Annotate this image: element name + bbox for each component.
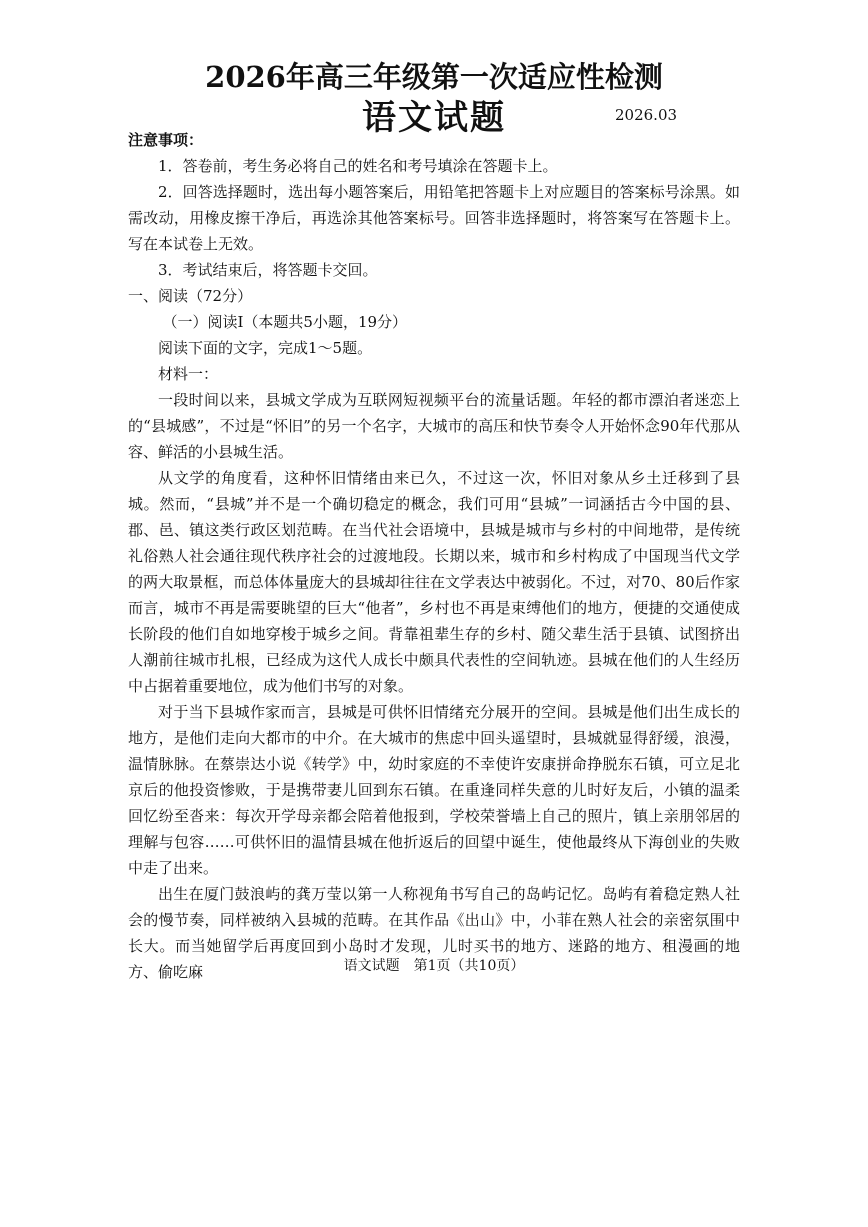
- notice-item-1: 1．答卷前，考生务必将自己的姓名和考号填涂在答题卡上。: [158, 157, 558, 175]
- exam-title: 2026年高三年级第一次适应性检测: [205, 60, 663, 94]
- subject-title: 语文试题: [362, 98, 506, 138]
- page-footer: 语文试题 第1页（共10页）: [343, 958, 525, 974]
- section-subheading: （一）阅读Ⅰ（本题共5小题，19分）: [162, 313, 408, 331]
- notice-item-3: 3．考试结束后，将答题卡交回。: [158, 261, 378, 279]
- passage-paragraph-3: 对于当下县城作家而言，县城是可供怀旧情绪充分展开的空间。县城是他们出生成长的地方，是他们走向大都市的中介。在大城市的焦虑中回头遥望时，县城就显得舒缓，浪漫，温情脉脉。在蔡崇达小说《转学》中，幼时家庭的不幸使许安康拼命挣脱东石镇，可立足北京后的他投资惨败，于是携带妻儿回到东石镇。在重逢同样失意的儿时好友后，小镇的温柔回忆纷至沓来：每次开学母亲都会陪着他报到，学校荣誉墙上自己的照片，镇上亲朋邻居的理解与包容……可供怀旧的温情县城在他折返后的回望中诞生，使他最终从下海创业的失败中走了出来。: [128, 703, 740, 877]
- passage-paragraph-1: 一段时间以来，县城文学成为互联网短视频平台的流量话题。年轻的都市漂泊者迷恋上的“县城感”，不过是“怀旧”的另一个名字，大城市的高压和快节奏令人开始怀念90年代那从容、鲜活的小县城生活。: [128, 391, 740, 461]
- passage-paragraph-2: 从文学的角度看，这种怀旧情绪由来已久，不过这一次，怀旧对象从乡土迁移到了县城。然而，“县城”并不是一个确切稳定的概念，我们可用“县城”一词涵括古今中国的县、郡、邑、镇这类行政区划范畴。在当代社会语境中，县城是城市与乡村的中间地带，是传统礼俗熟人社会通往现代秩序社会的过渡地段。长期以来，城市和乡村构成了中国现当代文学的两大取景框，而总体体量庞大的县城却往往在文学表达中被弱化。不过，对70、80后作家而言，城市不再是需要眺望的巨大“他者”，乡村也不再是束缚他们的地方，便捷的交通使成长阶段的他们自如地穿梭于城乡之间。背靠祖辈生存的乡村、随父辈生活于县镇、试图挤出人潮前往城市扎根，已经成为这代人成长中颇具代表性的空间轨迹。县城在他们的人生经历中占据着重要地位，成为他们书写的对象。: [128, 469, 740, 695]
- section-heading: 一、阅读（72分）: [128, 287, 253, 305]
- section-instruction: 阅读下面的文字，完成1～5题。: [158, 339, 373, 357]
- material-label: 材料一：: [158, 365, 219, 383]
- notice-heading: 注意事项：: [128, 131, 204, 149]
- exam-body: [128, 127, 740, 985]
- exam-date: 2026.03: [615, 106, 678, 124]
- passage-paragraph-4: 出生在厦门鼓浪屿的龚万莹以第一人称视角书写自己的岛屿记忆。岛屿有着稳定熟人社会的慢节奏，同样被纳入县城的范畴。在其作品《出山》中，小菲在熟人社会的亲密氛围中长大。而当她留学后再度回到小岛时才发现，儿时买书的地方、迷路的地方、租漫画的地方、偷吃麻: [128, 885, 740, 981]
- notice-item-2: 2．回答选择题时，选出每小题答案后，用铅笔把答题卡上对应题目的答案标号涂黑。如需改动，用橡皮擦干净后，再选涂其他答案标号。回答非选择题时，将答案写在答题卡上。写在本试卷上无效。: [128, 183, 740, 253]
